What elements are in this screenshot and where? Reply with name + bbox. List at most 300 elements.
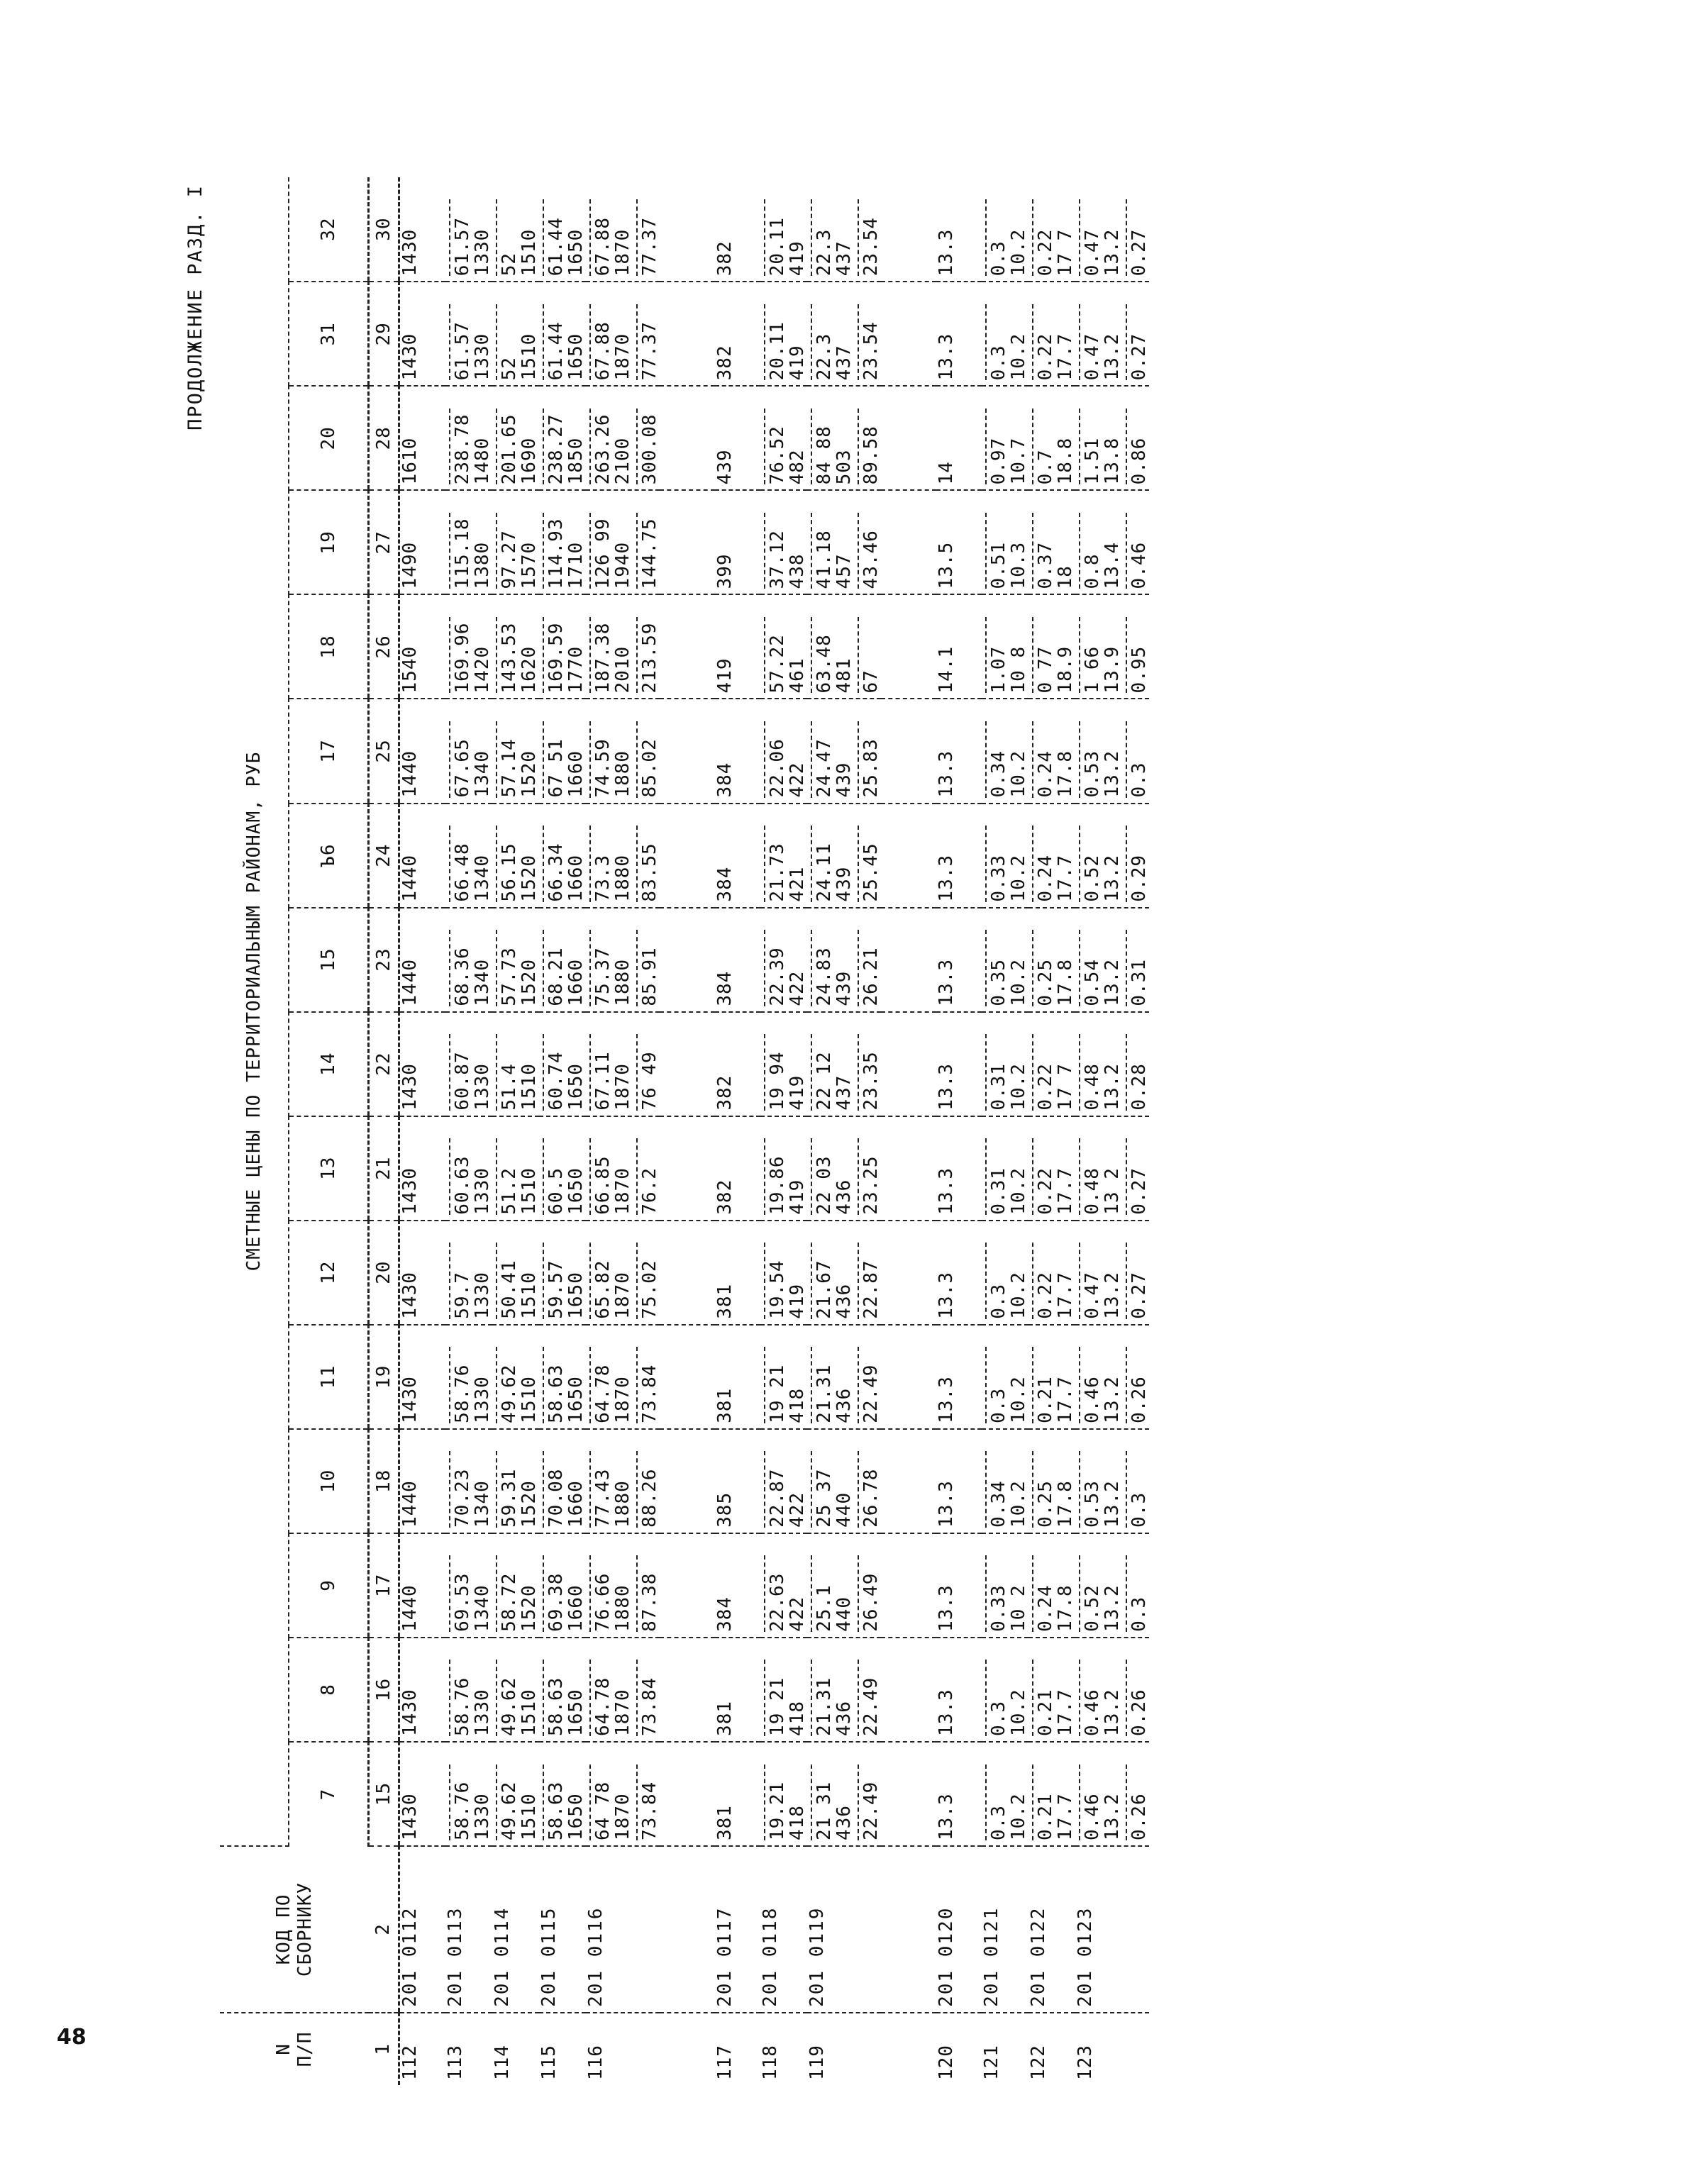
spacer-row: [881, 177, 936, 2085]
price-cell: [715, 1742, 760, 1846]
price-cell: [982, 908, 1028, 1012]
cell-separator: [589, 409, 591, 484]
price-value: 1330: [472, 228, 493, 277]
price-value: 13 2: [1102, 1167, 1123, 1215]
price-value: 1510: [518, 1689, 540, 1736]
row-code: 201 0112: [399, 1846, 446, 2013]
price-value: 1710: [565, 541, 587, 589]
price-cell: [881, 282, 936, 386]
price-value: 17.7: [1055, 333, 1076, 381]
price-value: 438: [787, 553, 808, 589]
price-cell: [715, 1429, 760, 1533]
price-cell: [492, 282, 539, 386]
price-value: 77.37: [639, 217, 660, 277]
price-value: 0.34: [988, 750, 1009, 798]
price-cell: [586, 1429, 660, 1533]
cell-separator: [543, 1451, 544, 1527]
price-value: 66.34: [545, 843, 567, 902]
cell-separator: [589, 1555, 591, 1631]
price-value: 1.07: [988, 645, 1009, 694]
cell-separator: [985, 513, 987, 589]
price-value: 384: [714, 866, 736, 902]
price-cell: [1075, 177, 1149, 282]
price-value: 21.67: [814, 1260, 835, 1319]
cell-separator: [449, 1555, 450, 1631]
price-value: 385: [714, 1491, 736, 1528]
cell-separator: [636, 1660, 638, 1736]
price-value: 61.44: [545, 217, 567, 277]
table-row: [586, 177, 660, 2085]
cell-separator: [1126, 513, 1127, 589]
cell-separator: [1079, 1034, 1080, 1110]
price-cell: [936, 1012, 982, 1116]
price-value: 421: [787, 866, 808, 902]
cell-separator: [496, 304, 497, 380]
price-value: 1380: [472, 541, 493, 589]
cell-separator: [496, 1764, 497, 1840]
price-value: 37.12: [767, 530, 788, 589]
price-cell: [881, 1429, 936, 1533]
price-value: 83.55: [639, 843, 660, 902]
row-number: [881, 2013, 936, 2085]
price-cell: [1028, 1221, 1075, 1325]
price-cell: [539, 1116, 586, 1221]
cell-separator: [764, 1660, 765, 1736]
price-value: 439: [833, 970, 855, 1006]
district-header: 11: [289, 1325, 369, 1429]
price-value: 61.57: [452, 321, 473, 381]
cell-separator: [1126, 721, 1127, 797]
column-number: 26: [369, 594, 399, 699]
price-value: 0.21: [1035, 1793, 1056, 1840]
price-cell: [445, 386, 492, 490]
cell-separator: [764, 930, 765, 1006]
price-value: 1330: [472, 333, 493, 381]
price-value: 10.7: [1008, 437, 1029, 485]
price-value: 41.18: [814, 530, 835, 589]
price-value: 382: [714, 1179, 736, 1215]
price-cell: [881, 699, 936, 803]
cell-separator: [1079, 199, 1080, 276]
price-value: 67.65: [452, 738, 473, 798]
cell-separator: [589, 199, 591, 276]
price-cell: [399, 1221, 446, 1325]
price-cell: [936, 908, 982, 1012]
price-cell: [936, 490, 982, 594]
row-number: 112: [399, 2045, 421, 2080]
price-value: 1340: [472, 1584, 493, 1632]
price-cell: [807, 594, 881, 699]
price-cell: [881, 1533, 936, 1638]
price-cell: [760, 1742, 807, 1846]
price-value: 0.24: [1035, 854, 1056, 902]
price-cell: [399, 594, 446, 699]
price-cell: [539, 490, 586, 594]
column-number: 24: [369, 804, 399, 908]
cell-separator: [764, 513, 765, 589]
price-cell: [760, 1116, 807, 1221]
price-cell: [807, 1638, 881, 1742]
price-value: 0.48: [1082, 1063, 1103, 1111]
price-cell: [881, 594, 936, 699]
price-value: 58.72: [499, 1572, 520, 1632]
cell-separator: [1126, 1660, 1127, 1736]
price-value: 57.22: [767, 634, 788, 694]
column-number: 23: [369, 908, 399, 1012]
row-number: 113: [445, 2045, 466, 2080]
price-value: 17 7: [1055, 1063, 1076, 1111]
price-value: 51.4: [499, 1063, 520, 1111]
price-cell: [399, 1638, 446, 1742]
price-value: 22.49: [860, 1781, 882, 1840]
cell-separator: [543, 1347, 544, 1423]
row-number: 121: [981, 2045, 1002, 2080]
price-cell: [539, 1742, 586, 1846]
price-value: 20.11: [767, 321, 788, 381]
price-cell: [1028, 1533, 1075, 1638]
cell-separator: [496, 721, 497, 797]
price-value: 13.4: [1102, 541, 1123, 589]
cell-separator: [543, 304, 544, 380]
price-cell: [539, 1325, 586, 1429]
cell-separator: [1032, 304, 1033, 380]
price-value: 17 7: [1055, 228, 1076, 277]
price-value: 10.2: [1008, 228, 1029, 277]
price-value: 56.15: [499, 843, 520, 902]
price-cell: [660, 594, 715, 699]
cell-separator: [1079, 409, 1080, 484]
price-value: 1510: [518, 1272, 540, 1319]
cell-separator: [589, 1138, 591, 1214]
price-value: 17.7: [1055, 1793, 1076, 1840]
row-code: 201 0113: [445, 1846, 492, 2013]
price-cell: [982, 1116, 1028, 1221]
price-cell: [982, 1742, 1028, 1846]
price-value: 58.63: [545, 1364, 567, 1423]
cell-separator: [858, 1555, 859, 1631]
cell-separator: [543, 617, 544, 693]
cell-separator: [764, 1555, 765, 1631]
row-code: 201 0120: [936, 1846, 982, 2013]
price-value: 13.2: [1102, 750, 1123, 798]
price-cell: [660, 490, 715, 594]
price-cell: [807, 1012, 881, 1116]
row-code: [660, 1846, 715, 2013]
price-value: 0.29: [1128, 854, 1150, 902]
row-number: 123: [1075, 2045, 1096, 2080]
price-cell: [586, 1012, 660, 1116]
price-value: 26.78: [860, 1468, 882, 1528]
price-value: 73.84: [639, 1781, 660, 1840]
cell-separator: [543, 826, 544, 901]
price-value: 52: [499, 357, 520, 381]
cell-separator: [496, 1034, 497, 1110]
price-value: 1660: [565, 1584, 587, 1632]
price-value: 51.2: [499, 1167, 520, 1215]
price-value: 26.21: [860, 947, 882, 1006]
price-value: 10.3: [1008, 541, 1029, 589]
price-cell: [586, 386, 660, 490]
price-value: 14.1: [936, 645, 957, 694]
price-cell: [982, 490, 1028, 594]
price-value: 1510: [518, 1063, 540, 1111]
price-cell: [760, 699, 807, 803]
price-value: 263.26: [592, 413, 614, 485]
price-value: 1650: [565, 1793, 587, 1840]
cell-separator: [1032, 513, 1033, 589]
cell-separator: [858, 1243, 859, 1318]
price-value: 1430: [399, 1689, 421, 1736]
price-value: 13.2: [1102, 959, 1123, 1006]
price-value: 10.2: [1008, 1167, 1029, 1215]
price-value: 13.3: [936, 1272, 957, 1319]
price-value: 22.87: [860, 1260, 882, 1319]
price-value: 0.97: [988, 437, 1009, 485]
price-value: 2010: [612, 645, 633, 694]
price-value: 17.7: [1055, 1689, 1076, 1736]
price-value: 1330: [472, 1063, 493, 1111]
price-value: 1650: [565, 228, 587, 277]
price-value: 0.33: [988, 854, 1009, 902]
price-value: 1.51: [1082, 437, 1103, 485]
price-value: 0.86: [1128, 437, 1150, 485]
price-value: 1440: [399, 1584, 421, 1632]
price-cell: [1075, 1429, 1149, 1533]
price-cell: [660, 1638, 715, 1742]
cell-separator: [636, 1555, 638, 1631]
cell-separator: [1032, 1347, 1033, 1423]
price-value: 21.31: [814, 1677, 835, 1736]
cell-separator: [811, 721, 812, 797]
district-header: 13: [289, 1116, 369, 1221]
price-cell: [807, 804, 881, 908]
price-value: 23.35: [860, 1051, 882, 1111]
district-header: 18: [289, 594, 369, 699]
cell-separator: [1079, 304, 1080, 380]
price-cell: [539, 1012, 586, 1116]
price-cell: [539, 594, 586, 699]
row-code: 201 0123: [1075, 1846, 1149, 2013]
price-value: 13.3: [936, 1376, 957, 1423]
price-value: 13.3: [936, 1584, 957, 1632]
cell-separator: [589, 1764, 591, 1840]
price-value: 22.63: [767, 1572, 788, 1632]
price-cell: [399, 1742, 446, 1846]
price-cell: [445, 699, 492, 803]
price-cell: [586, 1325, 660, 1429]
cell-separator: [1079, 617, 1080, 693]
col-code-label-2: СБОРНИКУ: [294, 1882, 316, 1977]
price-cell: [399, 699, 446, 803]
cell-separator: [449, 513, 450, 589]
cell-separator: [1032, 930, 1033, 1006]
price-table: [220, 177, 1149, 2085]
rotated-page-content: [142, 156, 1177, 2085]
price-cell: [1028, 594, 1075, 699]
price-value: 0.3: [1128, 1596, 1150, 1632]
table-row: [760, 177, 807, 2085]
price-value: 300.08: [639, 413, 660, 485]
price-value: 1520: [518, 959, 540, 1006]
price-cell: [586, 282, 660, 386]
price-cell: [539, 282, 586, 386]
price-value: 0.34: [988, 1480, 1009, 1528]
price-value: 1520: [518, 1480, 540, 1528]
price-value: 77.37: [639, 321, 660, 381]
cell-separator: [811, 826, 812, 901]
price-value: 13.3: [936, 1793, 957, 1840]
price-cell: [660, 1116, 715, 1221]
price-value: 0.31: [988, 1063, 1009, 1111]
price-cell: [1075, 1116, 1149, 1221]
price-value: 13.2: [1102, 1793, 1123, 1840]
cell-separator: [858, 199, 859, 276]
price-cell: [445, 804, 492, 908]
price-value: 143.53: [499, 622, 520, 694]
price-value: 68.21: [545, 947, 567, 1006]
price-cell: [715, 1325, 760, 1429]
cell-separator: [858, 409, 859, 484]
price-value: 10.2: [1008, 854, 1029, 902]
price-value: 58.63: [545, 1781, 567, 1840]
price-cell: [1028, 908, 1075, 1012]
price-cell: [715, 804, 760, 908]
price-value: 1510: [518, 1167, 540, 1215]
price-value: 0.95: [1128, 645, 1150, 694]
cell-separator: [764, 1034, 765, 1110]
price-cell: [445, 1533, 492, 1638]
cell-separator: [985, 304, 987, 380]
price-value: 10 8: [1008, 645, 1029, 694]
price-cell: [936, 386, 982, 490]
price-value: 10.2: [1008, 1793, 1029, 1840]
price-cell: [936, 177, 982, 282]
cell-separator: [636, 1451, 638, 1527]
cell-separator: [811, 1347, 812, 1423]
cell-separator: [496, 1555, 497, 1631]
price-cell: [881, 1638, 936, 1742]
cell-separator: [1032, 409, 1033, 484]
price-cell: [982, 1638, 1028, 1742]
price-value: 64 78: [592, 1781, 614, 1840]
table-row: [807, 177, 881, 2085]
cell-separator: [589, 304, 591, 380]
cell-separator: [858, 721, 859, 797]
price-value: 0.22: [1035, 333, 1056, 381]
cell-separator: [764, 1138, 765, 1214]
cell-separator: [1079, 1347, 1080, 1423]
price-cell: [492, 699, 539, 803]
price-cell: [760, 1533, 807, 1638]
price-value: 114.93: [545, 518, 567, 589]
cell-separator: [589, 1034, 591, 1110]
price-cell: [1028, 699, 1075, 803]
price-value: 437: [833, 1074, 855, 1111]
price-value: 0.8: [1082, 553, 1103, 589]
price-value: 1650: [565, 1063, 587, 1111]
price-value: 61.57: [452, 217, 473, 277]
price-cell: [399, 1429, 446, 1533]
price-value: 0.27: [1128, 333, 1150, 381]
price-value: 437: [833, 345, 855, 381]
price-value: 13.3: [936, 750, 957, 798]
price-value: 0.3: [988, 240, 1009, 277]
price-value: 13.3: [936, 1167, 957, 1215]
price-value: 1880: [612, 1480, 633, 1528]
price-value: 440: [833, 1596, 855, 1632]
price-cell: [760, 594, 807, 699]
price-value: 503: [833, 449, 855, 485]
price-value: 1330: [472, 1272, 493, 1319]
price-value: 399: [714, 553, 736, 589]
price-value: 0.48: [1082, 1167, 1103, 1215]
price-value: 25 37: [814, 1468, 835, 1528]
price-cell: [1028, 1116, 1075, 1221]
column-number: 29: [369, 282, 399, 386]
price-value: 0.22: [1035, 1063, 1056, 1111]
district-header: 7: [289, 1742, 369, 1846]
price-value: 1940: [612, 541, 633, 589]
price-cell: [1075, 386, 1149, 490]
cell-separator: [985, 409, 987, 484]
price-value: 17.7: [1055, 1376, 1076, 1423]
price-cell: [492, 1638, 539, 1742]
price-value: 1870: [612, 1689, 633, 1736]
price-cell: [760, 282, 807, 386]
price-value: 0.24: [1035, 750, 1056, 798]
cell-separator: [449, 199, 450, 276]
price-value: 419: [787, 240, 808, 277]
price-value: 0.28: [1128, 1063, 1150, 1111]
price-value: 22.39: [767, 947, 788, 1006]
cell-separator: [543, 1764, 544, 1840]
price-cell: [1028, 1429, 1075, 1533]
price-value: 13.3: [936, 1063, 957, 1111]
cell-separator: [811, 513, 812, 589]
cell-separator: [1126, 826, 1127, 901]
price-value: 19.86: [767, 1155, 788, 1215]
cell-separator: [449, 617, 450, 693]
price-cell: [760, 490, 807, 594]
price-value: 1690: [518, 437, 540, 485]
price-cell: [445, 594, 492, 699]
price-cell: [399, 1116, 446, 1221]
price-value: 23.54: [860, 217, 882, 277]
cell-separator: [1126, 617, 1127, 693]
price-value: 17.7: [1055, 854, 1076, 902]
cell-separator: [449, 826, 450, 901]
price-cell: [492, 908, 539, 1012]
cell-separator: [449, 304, 450, 380]
cell-separator: [543, 1660, 544, 1736]
price-cell: [982, 804, 1028, 908]
cell-separator: [985, 1347, 987, 1423]
cell-separator: [449, 1451, 450, 1527]
cell-separator: [449, 409, 450, 484]
cell-separator: [543, 1555, 544, 1631]
district-header: 8: [289, 1638, 369, 1742]
table-header: [220, 177, 399, 2085]
price-value: 0.26: [1128, 1376, 1150, 1423]
price-value: 19 94: [767, 1051, 788, 1111]
cell-separator: [811, 1451, 812, 1527]
price-cell: [539, 177, 586, 282]
price-cell: [715, 908, 760, 1012]
price-value: 436: [833, 1179, 855, 1215]
cell-separator: [811, 409, 812, 484]
cell-separator: [1079, 826, 1080, 901]
col-no-header: [220, 2013, 369, 2085]
